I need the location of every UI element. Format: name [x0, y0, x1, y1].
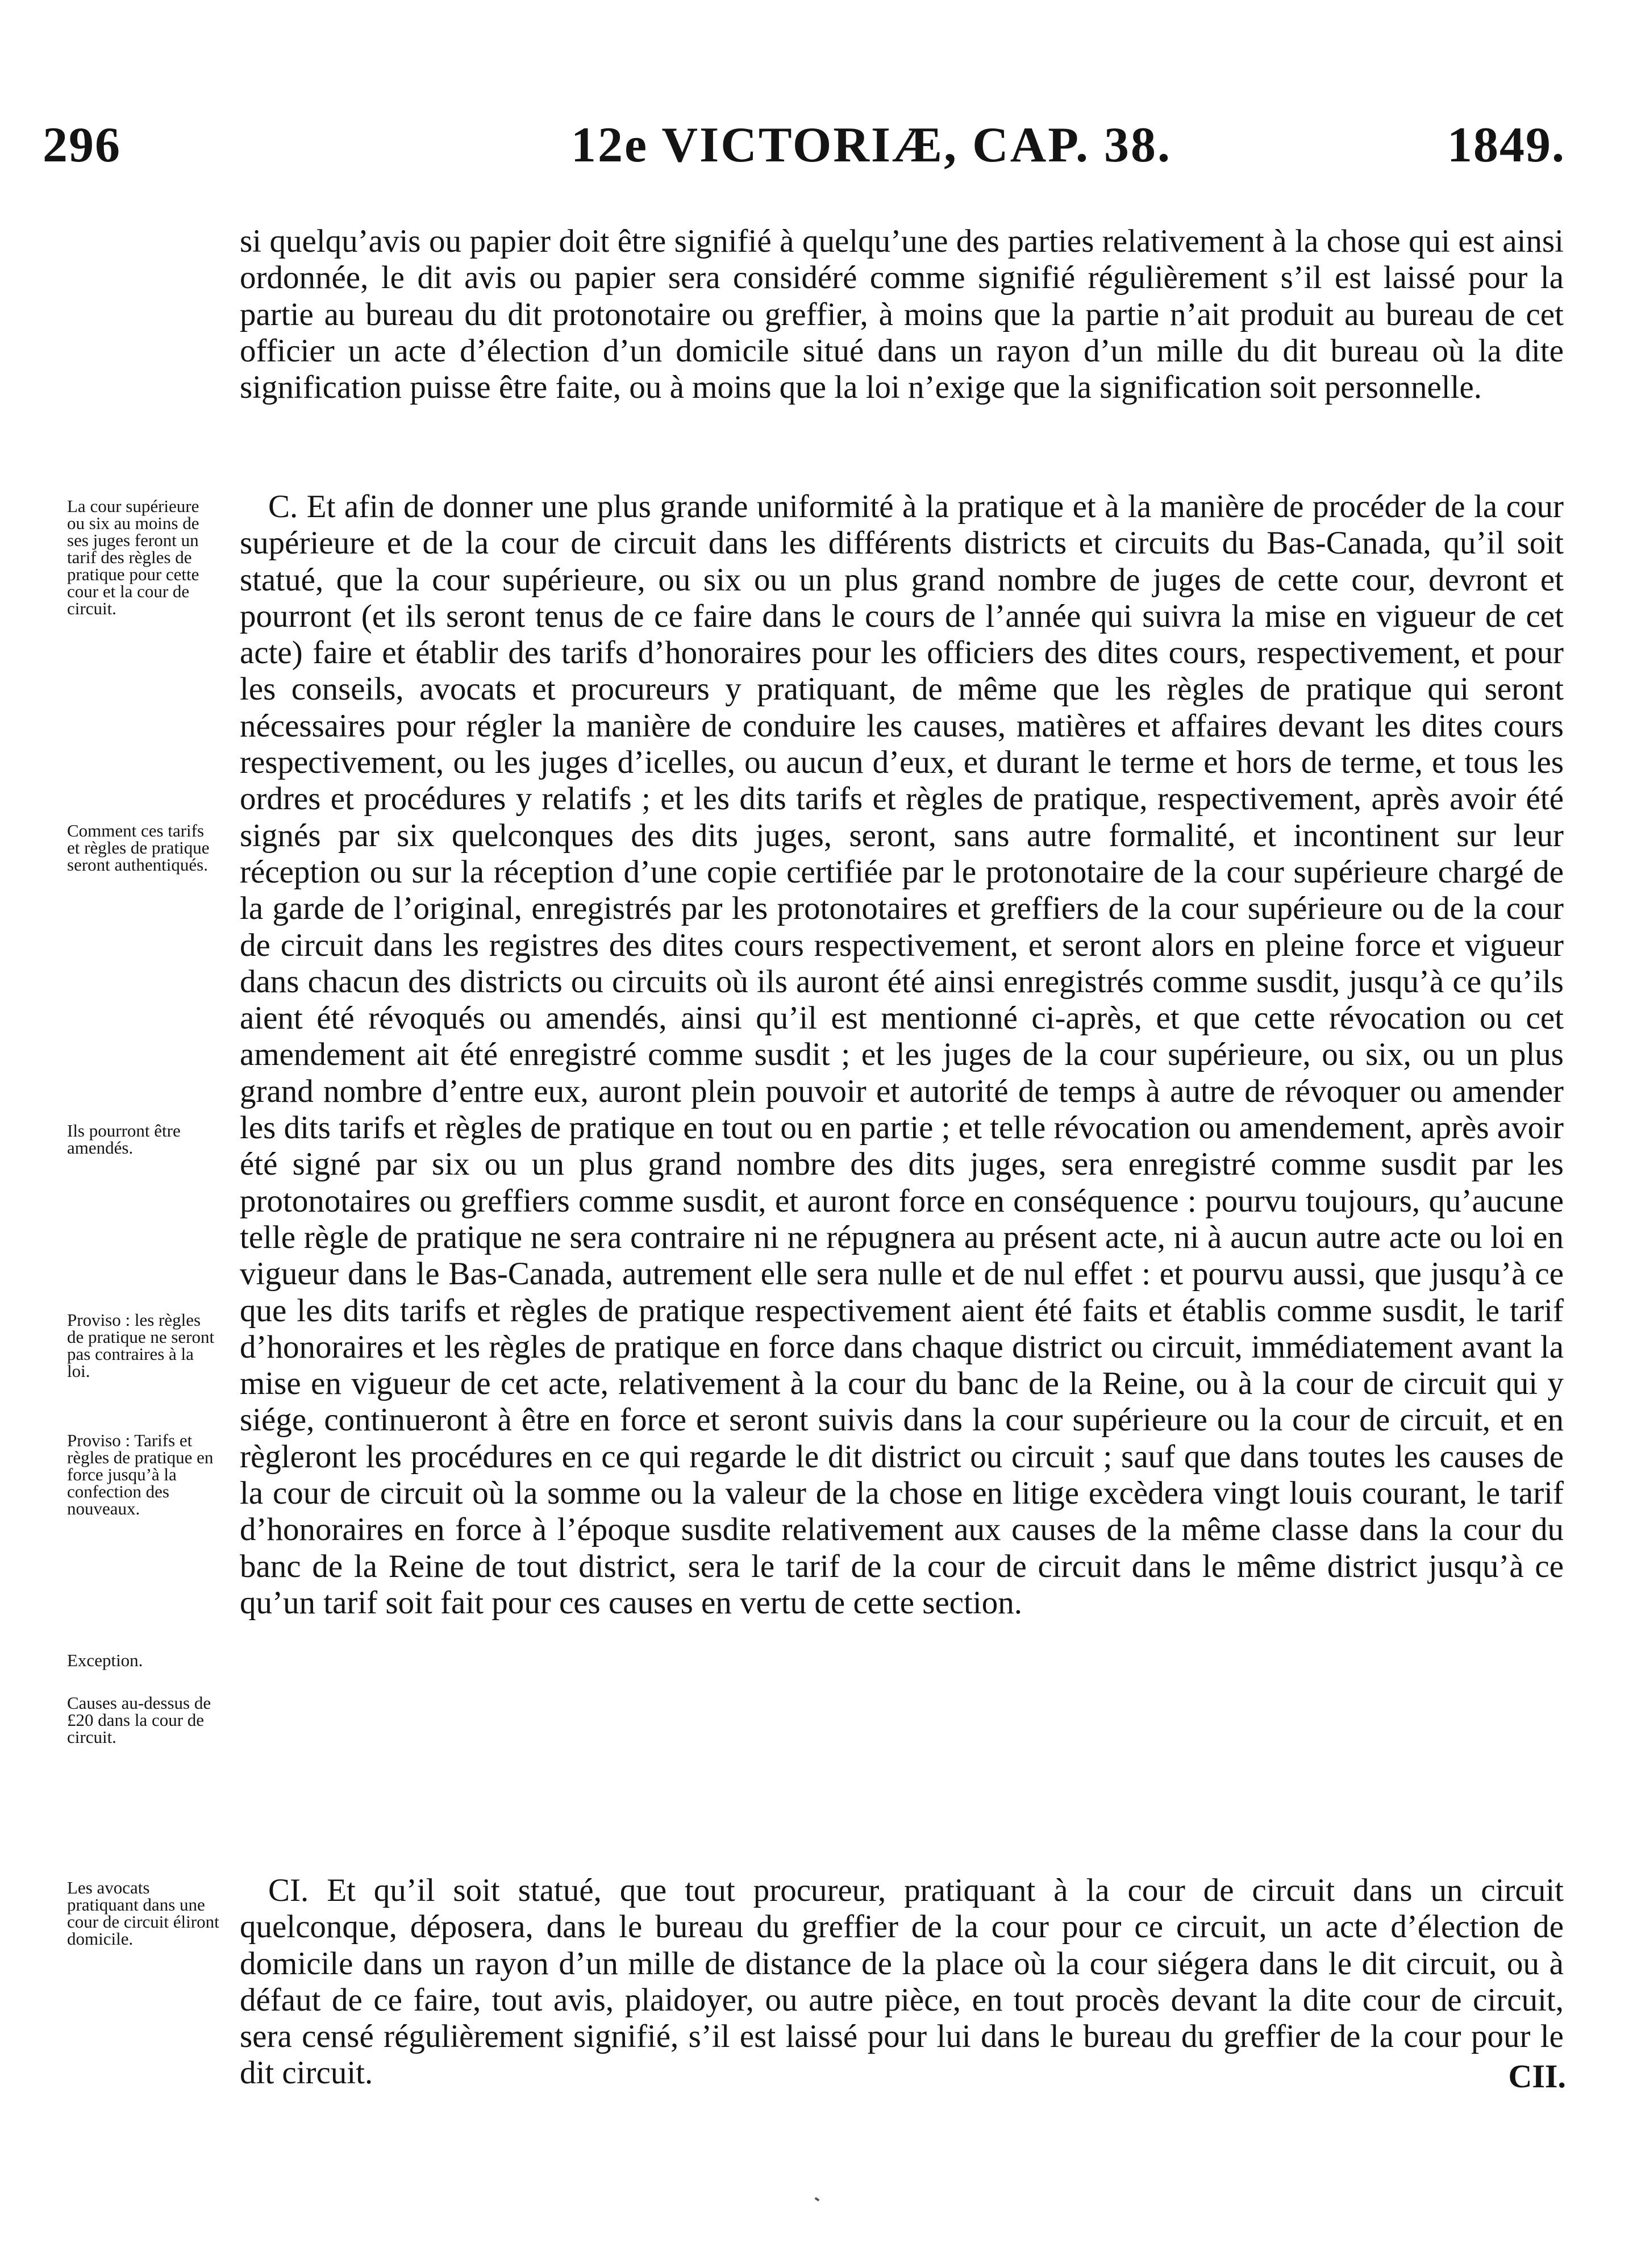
margin-note-avocats: Les avocats pratiquant dans une cour de circuit éliront domicile.: [67, 1878, 219, 1949]
page-number: 296: [43, 118, 121, 173]
section-c: [240, 489, 1564, 1621]
print-speck: [815, 2197, 820, 2202]
catchword: CII.: [1508, 2058, 1566, 2095]
continuation-paragraph: [240, 223, 1564, 406]
margin-note-proviso-tariffs: Proviso : Tarifs et règles de pratique en force jusqu’à la confection des nouveaux.: [67, 1430, 214, 1518]
margin-note-exception: Exception.: [67, 1650, 143, 1670]
margin-note-amendment: Ils pourront être amendés.: [67, 1121, 181, 1158]
margin-note-authentication: Comment ces tarifs et règles de pratique seront authentiqués.: [67, 821, 210, 875]
section-ci-text: CI. Et qu’il soit statué, que tout procureur, pratiquant à la cour de circuit dans un circuit quelconque, déposera, dans le bureau du greffier de la cour pour ce circuit, un acte d’élection de domicile dans un rayon d’un mille de distance de la place où la cour siégera dans le dit circuit, ou à défaut de ce faire, tout avis, plaidoyer, ou autre pièce, en tout procès devant la dite cour de circuit, sera censé régulièrement signifié, s’il est laissé pour lui dans le bureau du greffier de la cour pour le dit circuit.: [240, 1872, 1564, 2091]
header-year: 1849.: [1447, 118, 1565, 173]
continuation-text: si quelqu’avis ou papier doit être signifié à quelqu’une des parties relativement à la chose qui est ainsi ordonnée, le dit avis ou papier sera considéré comme signifié régulièrement s’il est laissé pour la partie au bureau du dit protonotaire ou greffier, à moins que la partie n’ait produit au bureau de cet officier un acte d’élection d’un domicile situé dans un rayon d’un mille du dit bureau où la dite signification puisse être faite, ou à moins que la loi n’exige que la signification soit personnelle.: [240, 223, 1564, 406]
margin-note-proviso-rules: Proviso : les règles de pratique ne seront pas contraires à la loi.: [67, 1310, 215, 1381]
section-ci: [240, 1872, 1564, 2092]
margin-note-causes: Causes au-dessus de £20 dans la cour de circuit.: [67, 1693, 211, 1747]
running-header: [43, 116, 1565, 185]
running-title: 12e VICTORIÆ, CAP. 38.: [571, 118, 1172, 173]
margin-note-tarif: La cour supérieure ou six au moins de ses juges feront un tarif des règles de pratique pour cette cour et la cour de circuit.: [67, 496, 199, 618]
section-c-text: C. Et afin de donner une plus grande uniformité à la pratique et à la manière de procéder de la cour supérieure et de la cour de circuit dans les différents districts et circuits du Bas-Canada, qu’il soit statué, que la cour supérieure, ou six ou un plus grand nombre de juges de cette cour, devront et pourront (et ils seront tenus de ce faire dans le cours de l’année qui suivra la mise en vigueur de cet acte) faire et établir des tarifs d’honoraires pour les officiers des dites cours, respectivement, et pour les conseils, avocats et procureurs y pratiquant, de même que les règles de pratique qui seront nécessaires pour régler la manière de conduire les causes, matières et affaires devant les dites cours respectivement, ou les juges d’icelles, ou aucun d’eux, et durant le terme et hors de terme, et tous les ordres et procédures y relatifs ; et les dits tarifs et règles de pratique, respectivement, après avoir été signés par six quelconques des dits juges, seront, sans autre formalité, et incontinent sur leur réception ou sur la réception d’une copie certifiée par le protonotaire de la cour supérieure chargé de la garde de l’original, enregistrés par les protonotaires et greffiers de la cour supérieure ou de la cour de circuit dans les registres des dites cours respectivement, et seront alors en pleine force et vigueur dans chacun des districts ou circuits où ils auront été ainsi enregistrés comme susdit, jusqu’à ce qu’ils aient été révoqués ou amendés, ainsi qu’il est mentionné ci-après, et que cette révocation ou cet amendement ait été enregistré comme susdit ; et les juges de la cour supérieure, ou six, ou un plus grand nombre d’entre eux, auront plein pouvoir et autorité de temps à autre de révoquer ou amender les dits tarifs et règles de pratique en tout ou en partie ; et telle révocation ou amendement, après avoir été signé par six ou un plus grand nombre des dits juges, sera enregistré comme susdit par les protonotaires ou greffiers comme susdit, et auront force en conséquence : pourvu toujours, qu’aucune telle règle de pratique ne sera contraire ni ne répugnera au présent acte, ni à aucun autre acte ou loi en vigueur dans le Bas-Canada, autrement elle sera nulle et de nul effet : et pourvu aussi, que jusqu’à ce que les dits tarifs et règles de pratique respectivement aient été faits et établis comme susdit, le tarif d’honoraires et les règles de pratique en force dans chaque district ou circuit, immédiatement avant la mise en vigueur de cet acte, relativement à la cour du banc de la Reine, ou à la cour de circuit qui y siége, continueront à être en force et seront suivis dans la cour supérieure ou la cour de circuit, et en règleront les procédures en ce qui regarde le dit district ou circuit ; sauf que dans toutes les causes de la cour de circuit où la somme ou la valeur de la chose en litige excèdera vingt louis courant, le tarif d’honoraires en force à l’époque susdite relativement aux causes de la même classe dans la cour du banc de la Reine de tout district, sera le tarif de la cour de circuit dans le même district jusqu’à ce qu’un tarif soit fait pour ces causes en vertu de cette section.: [240, 489, 1564, 1621]
